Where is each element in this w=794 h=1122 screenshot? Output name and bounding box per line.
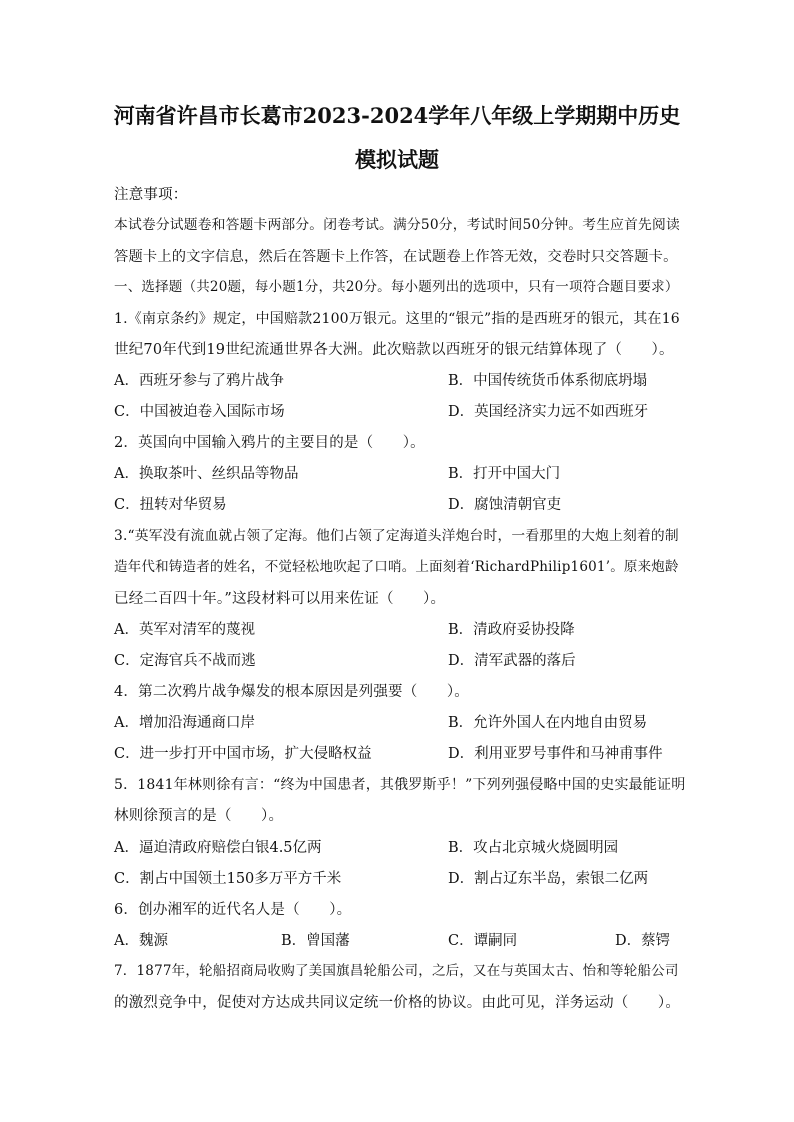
question-1-line-2: 世纪70年代到19世纪流通世界各大洲。此次赔款以西班牙的银元结算体现了（ ）。 bbox=[114, 342, 674, 358]
question-3-option-b: B．清政府妥协投降 bbox=[448, 622, 575, 638]
question-2-line-1: 2．英国向中国输入鸦片的主要目的是（ ）。 bbox=[114, 435, 425, 451]
question-4-option-b: B．允许外国人在内地自由贸易 bbox=[448, 715, 648, 731]
exam-title-line-1: 河南省许昌市长葛市2023-2024学年八年级上学期期中历史 bbox=[113, 103, 681, 128]
question-5-option-c: C．割占中国领土150多万平方千米 bbox=[114, 871, 342, 887]
notice-line-1: 本试卷分试题卷和答题卡两部分。闭卷考试。满分50分，考试时间50分钟。考生应首先阅读 bbox=[114, 217, 680, 233]
question-7-line-2: 的激烈竞争中，促使对方达成共同议定统一价格的协议。由此可见，洋务运动（ ）。 bbox=[114, 995, 681, 1011]
question-6-option-c: C．谭嗣同 bbox=[448, 933, 518, 949]
notice-heading: 注意事项： bbox=[114, 187, 188, 203]
question-5-line-1: 5．1841年林则徐有言：“终为中国患者，其俄罗斯乎！”下列列强侵略中国的史实最能证明 bbox=[114, 777, 686, 793]
question-3-line-1: 3.“英军没有流血就占领了定海。他们占领了定海道头洋炮台时，一看那里的大炮上刻着的制 bbox=[114, 528, 679, 544]
question-2-option-a: A．换取茶叶、丝织品等物品 bbox=[114, 466, 299, 482]
question-5-option-b: B．攻占北京城火烧圆明园 bbox=[448, 840, 619, 856]
question-3-option-d: D．清军武器的落后 bbox=[448, 653, 576, 669]
question-6-option-d: D．蔡锷 bbox=[615, 933, 671, 949]
question-6-line-1: 6．创办湘军的近代名人是（ ）。 bbox=[114, 902, 352, 918]
question-5-option-d: D．割占辽东半岛，索银二亿两 bbox=[448, 871, 649, 887]
question-3-line-3: 已经二百四十年。”这段材料可以用来佐证（ ）。 bbox=[114, 591, 446, 607]
question-4-option-d: D．利用亚罗号事件和马神甫事件 bbox=[448, 746, 663, 762]
exam-title-line-2: 模拟试题 bbox=[355, 147, 439, 172]
notice-line-2: 答题卡上的文字信息，然后在答题卡上作答，在试题卷上作答无效，交卷时只交答题卡。 bbox=[114, 249, 678, 265]
question-3-line-2: 造年代和铸造者的姓名，不觉轻松地吹起了口哨。上面刻着‘RichardPhilip1601’。原来炮龄 bbox=[114, 559, 679, 575]
question-6-option-b: B．曾国藩 bbox=[281, 933, 350, 949]
question-5-line-2: 林则徐预言的是（ ）。 bbox=[114, 808, 284, 824]
question-4-line-1: 4．第二次鸦片战争爆发的根本原因是列强要（ ）。 bbox=[114, 684, 469, 700]
section-heading: 一、选择题（共20题，每小题1分，共20分。每小题列出的选项中，只有一项符合题目要求） bbox=[114, 279, 679, 295]
question-4-option-c: C．进一步打开中国市场，扩大侵略权益 bbox=[114, 746, 372, 762]
question-7-line-1: 7．1877年，轮船招商局收购了美国旗昌轮船公司，之后，又在与英国太古、怡和等轮船公司 bbox=[114, 963, 679, 979]
question-4-option-a: A．增加沿海通商口岸 bbox=[114, 715, 255, 731]
question-5-option-a: A．逼迫清政府赔偿白银4.5亿两 bbox=[114, 840, 322, 856]
question-1-option-b: B．中国传统货币体系彻底坍塌 bbox=[448, 373, 648, 389]
question-6-option-a: A．魏源 bbox=[114, 933, 168, 949]
question-1-option-d: D．英国经济实力远不如西班牙 bbox=[448, 404, 649, 420]
question-3-option-c: C．定海官兵不战而逃 bbox=[114, 653, 256, 669]
question-3-option-a: A．英军对清军的蔑视 bbox=[114, 622, 255, 638]
question-2-option-c: C．扭转对华贸易 bbox=[114, 497, 227, 513]
question-1-option-c: C．中国被迫卷入国际市场 bbox=[114, 404, 285, 420]
question-1-line-1: 1.《南京条约》规定，中国赔款2100万银元。这里的“银元”指的是西班牙的银元，其在16 bbox=[114, 311, 680, 327]
question-1-option-a: A．西班牙参与了鸦片战争 bbox=[114, 373, 284, 389]
question-2-option-d: D．腐蚀清朝官吏 bbox=[448, 497, 562, 513]
question-2-option-b: B．打开中国大门 bbox=[448, 466, 561, 482]
